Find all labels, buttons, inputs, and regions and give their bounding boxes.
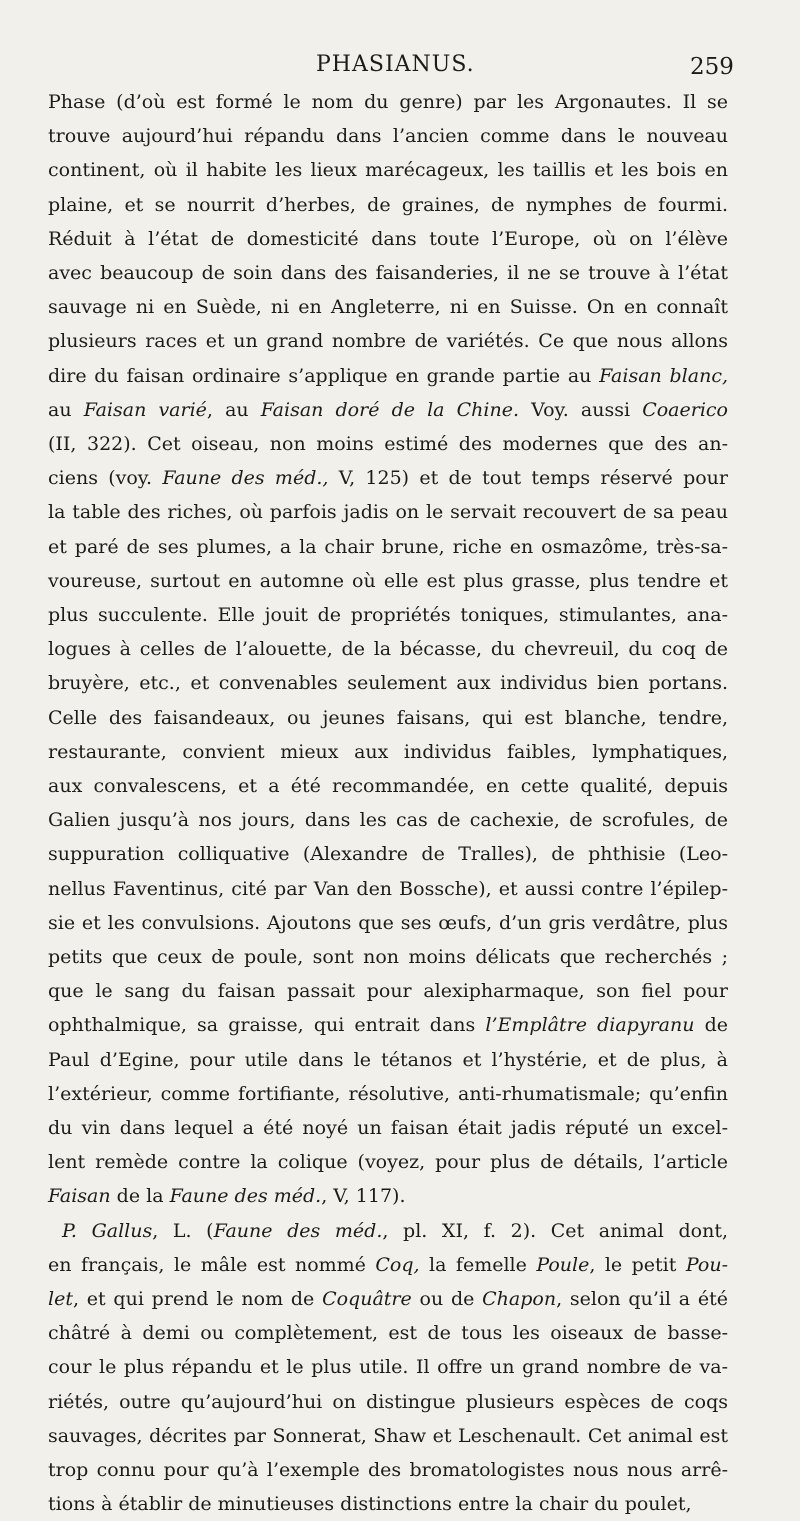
italic-text: Faune des méd. [169, 1185, 322, 1208]
text-segment: plusieurs races et un grand nombre de variétés. Ce que nous allons [48, 330, 728, 353]
text-segment: au [48, 398, 84, 421]
text-line [48, 1111, 728, 1145]
text-segment: logues à celles de l’alouette, de la bécasse, du chevreuil, du coq de [48, 638, 728, 661]
text-segment: , et qui prend le nom de [72, 1288, 323, 1310]
text-line [48, 564, 728, 598]
italic-text: l’Emplâtre diapyranu [485, 1014, 695, 1037]
text-line [48, 1419, 728, 1453]
text-segment: sie et les convulsions. Ajoutons que ses œufs, d’un gris verdâtre, plus [48, 911, 728, 934]
text-line [48, 735, 728, 769]
text-segment: Phase (d’où est formé le nom du genre) par les Argonautes. Il se [48, 91, 728, 113]
text-line [48, 872, 728, 906]
text-line [48, 598, 728, 632]
text-line [48, 153, 728, 187]
text-line [48, 803, 728, 837]
text-line [48, 222, 728, 256]
italic-text: Chapon [482, 1288, 557, 1310]
text-segment: (II, 322). Cet oiseau, non moins estimé des modernes que des an- [48, 433, 728, 455]
text-segment: V, 125) et de tout temps réservé pour [328, 467, 728, 490]
text-line [48, 837, 728, 871]
text-line [48, 1008, 728, 1042]
italic-text: Coaerico [642, 398, 728, 421]
text-line [48, 1316, 728, 1350]
text-segment: suppuration colliquative (Alexandre de Tralles), de phthisie (Leo- [48, 843, 728, 866]
text-segment: petits que ceux de poule, sont non moins délicats que recherchés ; [48, 946, 728, 968]
text-line [48, 119, 728, 153]
text-line [48, 1145, 728, 1179]
text-segment: que le sang du faisan passait pour alexipharmaque, son fiel pour [48, 980, 728, 1003]
running-title: PHASIANUS. [316, 52, 475, 77]
text-line [48, 632, 728, 666]
text-line [48, 1214, 728, 1248]
text-segment: ophthalmique, sa graisse, qui entrait dans [48, 1014, 486, 1037]
text-segment: voureuse, surtout en automne où elle est plus grasse, plus tendre et [48, 569, 728, 592]
italic-text: Coq, [375, 1253, 420, 1276]
text-segment: plaine, et se nourrit d’herbes, de graines, de nymphes de fourmi. [48, 193, 728, 216]
text-line [48, 1385, 728, 1419]
text-segment: , au [206, 398, 261, 421]
text-segment: plus succulente. Elle jouit de propriétés toniques, stimulantes, ana- [48, 604, 728, 626]
text-segment: trouve aujourd’hui répandu dans l’ancien comme dans le nouveau [48, 125, 728, 148]
text-segment: lent remède contre la colique (voyez, pour plus de détails, l’article [48, 1151, 728, 1174]
text-line [48, 393, 728, 427]
text-segment: continent, où il habite les lieux marécageux, les taillis et les bois en [48, 159, 728, 182]
text-segment: Réduit à l’état de domesticité dans toute l’Europe, où on l’élève [48, 227, 728, 250]
italic-text: Faisan [48, 1185, 111, 1208]
text-line [48, 427, 728, 461]
text-line [48, 701, 728, 735]
text-segment: Paul d’Egine, pour utile dans le tétanos et l’hystérie, et de plus, à [48, 1048, 728, 1071]
text-segment: Galien jusqu’à nos jours, dans les cas de cachexie, de scrofules, de [48, 809, 728, 832]
italic-text: Pou- [685, 1253, 728, 1276]
text-segment: de la [110, 1185, 170, 1208]
text-line [48, 461, 728, 495]
text-line [48, 769, 728, 803]
text-segment: aux convalescens, et a été recommandée, en cette qualité, depuis [48, 775, 728, 797]
text-segment: tions à établir de minutieuses distinctions entre la chair du poulet, [48, 1493, 692, 1516]
text-segment: en français, le mâle est nommé [48, 1253, 376, 1276]
text-segment: riétés, outre qu’aujourd’hui on distingue plusieurs espèces de coqs [48, 1390, 728, 1413]
text-line [48, 359, 728, 393]
text-segment: châtré à demi ou complètement, est de tous les oiseaux de basse- [48, 1322, 728, 1345]
text-line [48, 1248, 728, 1282]
text-segment: la femelle [419, 1253, 537, 1276]
text-segment: ciens (voy. [48, 467, 163, 490]
italic-text: Poule [536, 1253, 590, 1276]
italic-text: Faisan blanc, [599, 364, 728, 387]
text-segment: l’extérieur, comme fortifiante, résolutive, anti-rhumatismale; qu’enfin [48, 1082, 728, 1105]
text-line [48, 1179, 728, 1213]
text-segment: , V, 117). [321, 1185, 406, 1208]
italic-text: Faisan varié [83, 398, 207, 421]
italic-text: Faune des méd., [162, 467, 329, 490]
text-line [48, 1077, 728, 1111]
text-line [48, 495, 728, 529]
text-segment: , selon qu’il a été [556, 1288, 729, 1310]
text-line [48, 1487, 728, 1521]
text-segment: dire du faisan ordinaire s’applique en grande partie au [48, 364, 600, 387]
text-segment: du vin dans lequel a été noyé un faisan était jadis réputé un excel- [48, 1117, 728, 1139]
text-line [48, 1282, 728, 1316]
text-segment: la table des riches, où parfois jadis on le servait recouvert de sa peau [48, 501, 728, 524]
text-line [48, 1350, 728, 1384]
italic-text: P. Gallus [62, 1219, 153, 1242]
text-segment: sauvages, décrites par Sonnerat, Shaw et Leschenault. Cet animal est [48, 1424, 728, 1447]
italic-text: Coquâtre [322, 1288, 412, 1310]
page-header [0, 0, 800, 80]
text-segment: de [694, 1014, 728, 1037]
text-segment: cour le plus répandu et le plus utile. Il offre un grand nombre de va- [48, 1356, 728, 1379]
text-line [48, 188, 728, 222]
text-segment: , le petit [589, 1253, 686, 1276]
text-segment: Celle des faisandeaux, ou jeunes faisans, qui est blanche, tendre, [48, 706, 728, 729]
text-line [48, 1043, 728, 1077]
text-line [48, 666, 728, 700]
text-segment: nellus Faventinus, cité par Van den Bossche), et aussi contre l’épilep- [48, 877, 728, 900]
text-segment: trop connu pour qu’à l’exemple des bromatologistes nous nous arrê- [48, 1459, 728, 1481]
text-line [48, 256, 728, 290]
text-line [48, 940, 728, 974]
italic-text: Faisan doré de la Chine. [260, 398, 520, 421]
text-segment: bruyère, etc., et convenables seulement aux individus bien portans. [48, 672, 728, 695]
text-line [48, 290, 728, 324]
page-number: 259 [690, 54, 734, 80]
italic-text: let [48, 1288, 73, 1310]
text-segment: , pl. XI, f. 2). Cet animal dont, [382, 1219, 728, 1242]
text-line [48, 906, 728, 940]
text-segment: , L. ( [152, 1219, 214, 1242]
text-segment: restaurante, convient mieux aux individus faibles, lymphatiques, [48, 740, 728, 763]
text-segment: et paré de ses plumes, a la chair brune, riche en osmazôme, très-sa- [48, 535, 728, 558]
italic-text: Faune des méd. [213, 1219, 383, 1242]
text-line [48, 324, 728, 358]
text-segment: Voy. aussi [519, 398, 643, 421]
text-segment: sauvage ni en Suède, ni en Angleterre, ni en Suisse. On en connaît [48, 296, 728, 319]
text-line [48, 530, 728, 564]
text-segment: avec beaucoup de soin dans des faisanderies, il ne se trouve à l’état [48, 262, 728, 284]
text-line [48, 974, 728, 1008]
text-segment: ou de [411, 1288, 483, 1310]
text-line [48, 1453, 728, 1487]
text-line [48, 85, 728, 119]
